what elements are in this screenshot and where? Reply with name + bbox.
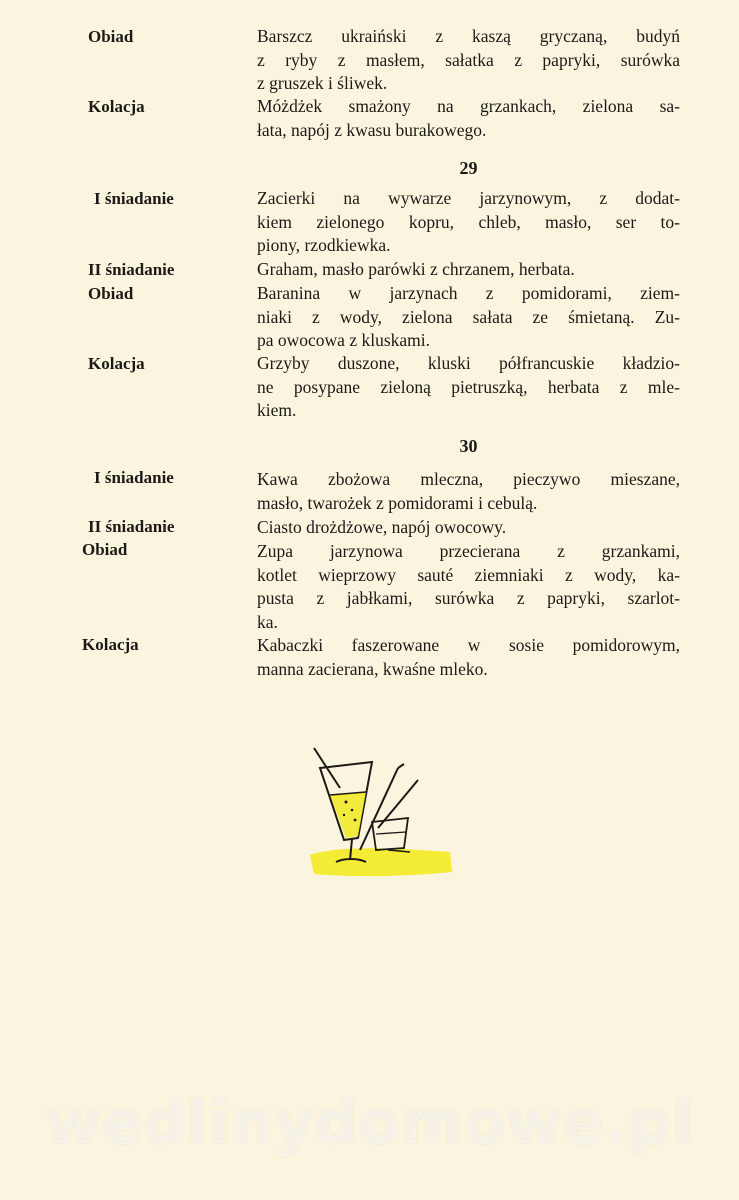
meal-label-obiad: Obiad xyxy=(88,284,134,303)
watermark-text: wedlinydomowe.pl xyxy=(45,1088,694,1158)
text-line: Grzyby duszone, kluski półfrancuskie kładzio- xyxy=(257,353,680,373)
text-line: Móżdżek smażony na grzankach, zielona sa- xyxy=(257,96,680,116)
text-line: Graham, masło parówki z chrzanem, herbata. xyxy=(257,259,575,279)
meal-text-sniadanie-2 xyxy=(257,516,680,540)
meal-label-obiad: Obiad xyxy=(82,540,128,559)
text-line: pusta z jabłkami, surówka z papryki, szarlot- xyxy=(257,588,680,608)
meal-text-sniadanie-1 xyxy=(257,468,680,515)
day-number: 30 xyxy=(459,436,478,456)
text-line: Zacierki na wywarze jarzynowym, z dodat- xyxy=(257,188,680,208)
meal-label-sniadanie-1: I śniadanie xyxy=(94,468,174,487)
text-line: Ciasto drożdżowe, napój owocowy. xyxy=(257,517,507,537)
text-line: pa owocowa z kluskami. xyxy=(257,330,431,350)
meal-label-kolacja: Kolacja xyxy=(82,635,139,654)
text-line: masło, twarożek z pomidorami i cebulą. xyxy=(257,492,538,513)
text-line: Zupa jarzynowa przecierana z grzankami, xyxy=(257,541,680,561)
text-line: Barszcz ukraiński z kaszą gryczaną, budyń xyxy=(257,26,680,46)
text-line: z gruszek i śliwek. xyxy=(257,73,388,93)
meal-text-kolacja xyxy=(257,634,680,681)
text-line: piony, rzodkiewka. xyxy=(257,235,391,255)
meal-text-kolacja xyxy=(257,95,680,142)
text-line: Baranina w jarzynach z pomidorami, ziem- xyxy=(257,283,680,303)
text-line: niaki z wody, zielona sałata ze śmietaną. Zu- xyxy=(257,306,680,327)
meal-text-obiad xyxy=(257,282,680,353)
text-line: ne posypane zieloną pietruszką, herbata z mle- xyxy=(257,376,680,397)
meal-label-obiad: Obiad xyxy=(88,27,134,46)
text-line: Kawa zbożowa mleczna, pieczywo mieszane, xyxy=(257,469,680,489)
meal-label-sniadanie-2: II śniadanie xyxy=(88,260,175,279)
day-number: 29 xyxy=(459,158,478,178)
text-line: z ryby z masłem, sałatka z papryki, surówka xyxy=(257,49,680,70)
meal-text-kolacja xyxy=(257,352,680,423)
text-line: Kabaczki faszerowane w sosie pomidorowym, xyxy=(257,635,680,655)
text-line: ka. xyxy=(257,611,278,632)
meal-text-sniadanie-2 xyxy=(257,258,680,282)
text-line: kiem zielonego kopru, chleb, masło, ser to- xyxy=(257,211,680,232)
glasses-illustration xyxy=(300,740,460,890)
meal-text-obiad xyxy=(257,25,680,96)
text-line: manna zacierana, kwaśne mleko. xyxy=(257,658,488,679)
meal-label-sniadanie-2: II śniadanie xyxy=(88,517,175,536)
meal-label-kolacja: Kolacja xyxy=(88,97,145,116)
meal-label-sniadanie-1: I śniadanie xyxy=(94,189,174,208)
meal-text-sniadanie-1 xyxy=(257,187,680,258)
meal-label-kolacja: Kolacja xyxy=(88,354,145,373)
text-line: kiem. xyxy=(257,400,297,420)
meal-text-obiad xyxy=(257,540,680,634)
text-line: łata, napój z kwasu burakowego. xyxy=(257,119,487,140)
text-line: kotlet wieprzowy sauté ziemniaki z wody, ka- xyxy=(257,564,680,585)
